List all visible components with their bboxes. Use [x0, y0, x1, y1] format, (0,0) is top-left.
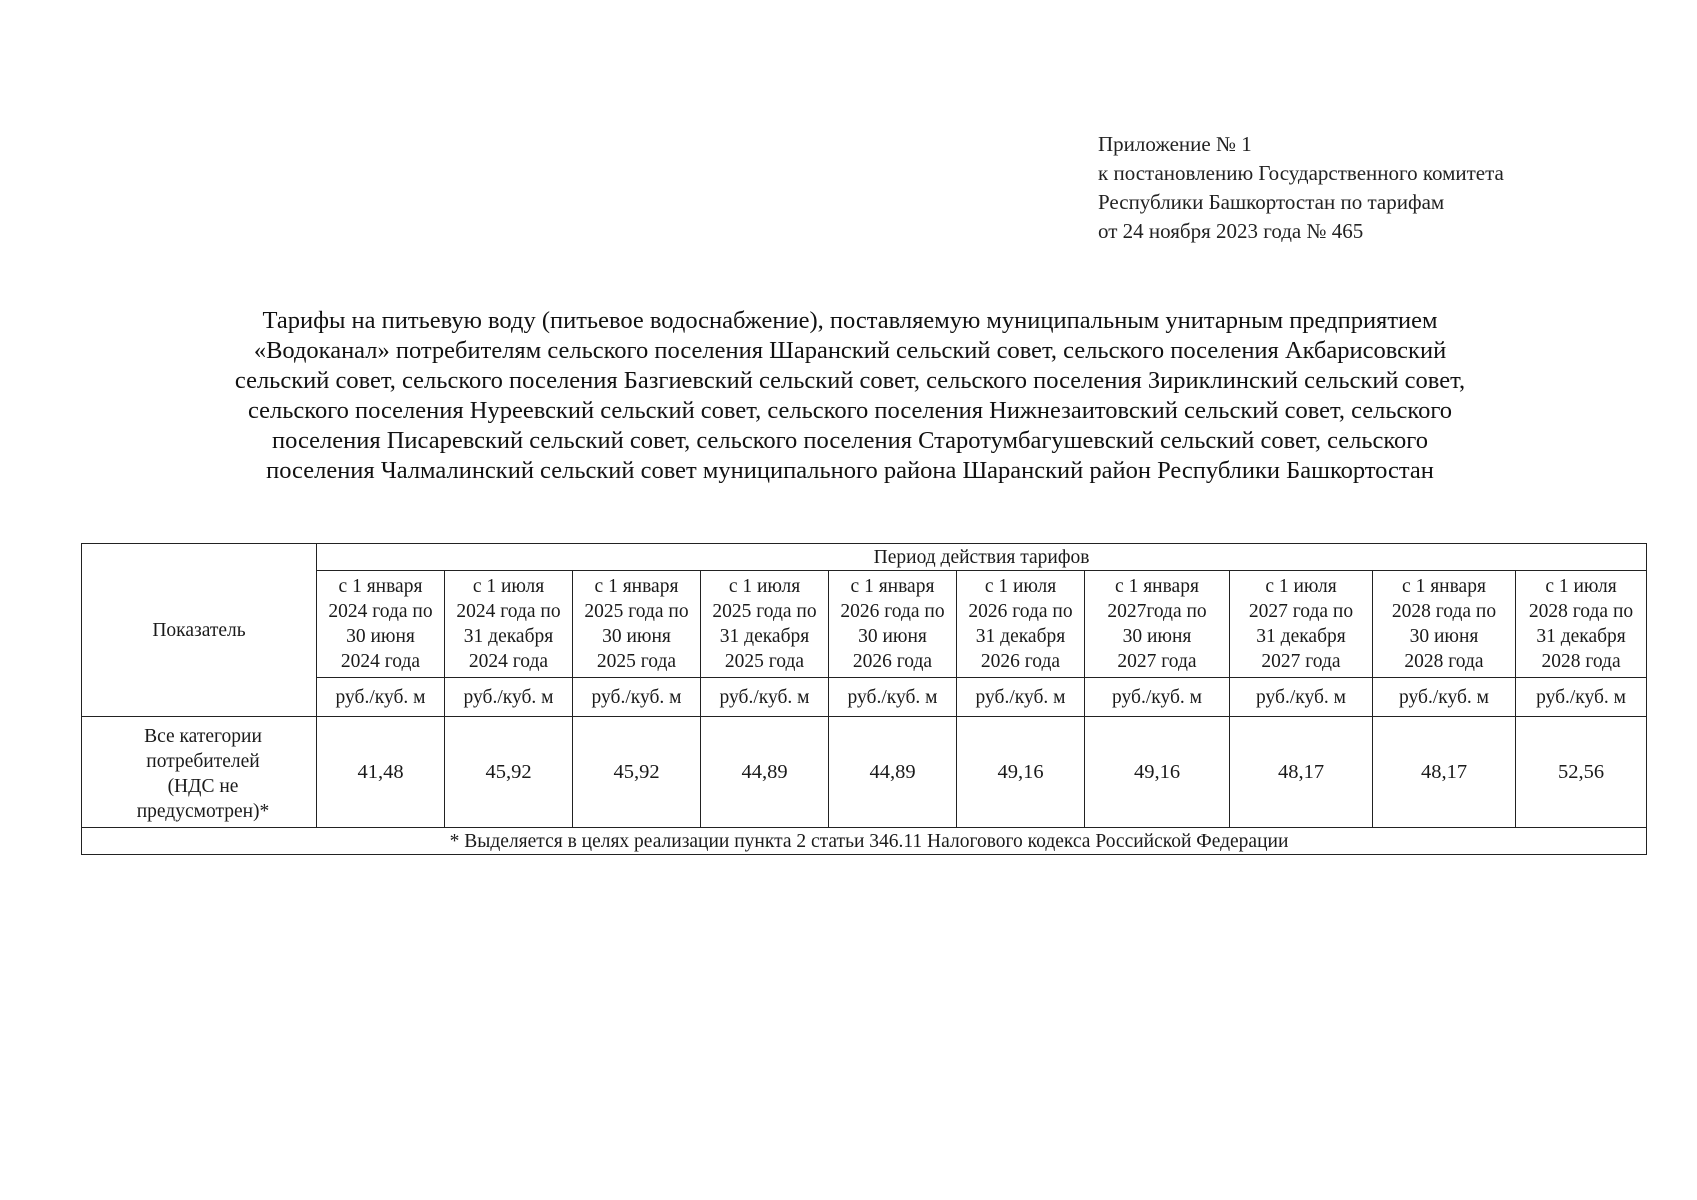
unit-cell: руб./куб. м [701, 678, 829, 717]
period-line: 30 июня [346, 626, 415, 647]
annex-line: к постановлению Государственного комитета [1098, 161, 1504, 185]
title-line: сельского поселения Нуреевский сельский совет, сельского поселения Нижнезаитовский сельский совет, сельского [247, 397, 1453, 424]
title-line: «Водоканал» потребителям сельского поселения Шаранский сельский совет, сельского поселения Акбарисовский [253, 337, 1447, 364]
annex-line: Приложение № 1 [1098, 132, 1252, 156]
period-line: с 1 июля [984, 576, 1057, 597]
periods-row [82, 571, 1647, 678]
period-cell [1516, 571, 1647, 678]
period-line: с 1 января [850, 576, 935, 597]
period-line: 2024 года [340, 651, 421, 672]
title-line: Тарифы на питьевую воду (питьевое водоснабжение), поставляемую муниципальным унитарным предприятием [262, 307, 1438, 334]
period-line: 2028 года по [1528, 601, 1634, 622]
row-label-line: (НДС не [167, 776, 239, 797]
unit-cell: руб./куб. м [445, 678, 573, 717]
period-line: 2027года по [1107, 601, 1207, 622]
period-cell [445, 571, 573, 678]
tariff-value: 44,89 [829, 717, 957, 828]
tariff-value: 49,16 [1085, 717, 1230, 828]
row-label-line: потребителей [146, 751, 260, 772]
period-cell [1373, 571, 1516, 678]
period-line: 2026 года [980, 651, 1061, 672]
unit-cell: руб./куб. м [829, 678, 957, 717]
period-line: с 1 января [338, 576, 423, 597]
unit-cell: руб./куб. м [573, 678, 701, 717]
period-line: 2024 года по [456, 601, 561, 622]
data-row [82, 717, 1647, 828]
period-cell [317, 571, 445, 678]
period-line: 31 декабря [463, 626, 554, 647]
period-line: 31 декабря [1536, 626, 1626, 647]
tariff-value: 52,56 [1516, 717, 1647, 828]
period-line: с 1 января [1402, 576, 1486, 597]
unit-cell: руб./куб. м [317, 678, 445, 717]
period-line: 2028 года по [1391, 601, 1497, 622]
title-line: поселения Чалмалинский сельский совет муниципального района Шаранский район Республики Башкортостан [266, 457, 1434, 484]
indicator-header: Показатель [82, 544, 317, 717]
row-label [82, 717, 317, 828]
period-line: 2025 года по [584, 601, 689, 622]
title-line: поселения Писаревский сельский совет, сельского поселения Старотумбагушевский сельский совет, сельского [272, 427, 1428, 454]
period-line: 2026 года [852, 651, 933, 672]
tariff-value: 41,48 [317, 717, 445, 828]
period-line: с 1 июля [728, 576, 801, 597]
period-cell [701, 571, 829, 678]
tariff-table [81, 543, 1647, 855]
tariff-value: 45,92 [573, 717, 701, 828]
row-label-line: Все категории [144, 726, 262, 747]
period-line: 2025 года [596, 651, 677, 672]
period-line: с 1 июля [1545, 576, 1617, 597]
tariff-value: 48,17 [1230, 717, 1373, 828]
period-line: 2026 года по [968, 601, 1073, 622]
period-line: 30 июня [1409, 626, 1479, 647]
row-label-line: предусмотрен)* [136, 801, 270, 822]
tariff-value: 45,92 [445, 717, 573, 828]
period-line: 2025 года по [712, 601, 817, 622]
unit-cell: руб./куб. м [1230, 678, 1373, 717]
period-line: с 1 января [594, 576, 679, 597]
annex-line: от 24 ноября 2023 года № 465 [1098, 219, 1364, 243]
annex-line: Республики Башкортостан по тарифам [1098, 190, 1445, 214]
period-line: 2026 года по [840, 601, 945, 622]
period-line: 2027 года по [1248, 601, 1354, 622]
unit-cell: руб./куб. м [1516, 678, 1647, 717]
period-line: 30 июня [602, 626, 671, 647]
title-line: сельский совет, сельского поселения Базгиевский сельский совет, сельского поселения Зириклинский сельский совет, [234, 367, 1466, 394]
period-line: 2027 года [1117, 651, 1197, 672]
period-line: с 1 июля [472, 576, 545, 597]
unit-cell: руб./куб. м [957, 678, 1085, 717]
document-title [120, 306, 1580, 486]
units-row [82, 678, 1647, 717]
unit-cell: руб./куб. м [1373, 678, 1516, 717]
period-cell [957, 571, 1085, 678]
period-line: 31 декабря [975, 626, 1066, 647]
tariff-value: 49,16 [957, 717, 1085, 828]
tariff-value: 44,89 [701, 717, 829, 828]
unit-cell: руб./куб. м [1085, 678, 1230, 717]
period-line: 31 декабря [1256, 626, 1346, 647]
period-cell [829, 571, 957, 678]
period-line: 2027 года [1261, 651, 1341, 672]
period-line: с 1 июля [1265, 576, 1337, 597]
period-header: Период действия тарифов [317, 544, 1647, 571]
period-line: 2024 года по [328, 601, 433, 622]
annex-block [1098, 130, 1504, 246]
period-cell [1230, 571, 1373, 678]
period-line: с 1 января [1115, 576, 1199, 597]
period-line: 2028 года [1404, 651, 1484, 672]
tariff-value: 48,17 [1373, 717, 1516, 828]
footnote: * Выделяется в целях реализации пункта 2 статьи 346.11 Налогового кодекса Российской Федерации [82, 828, 1647, 855]
period-line: 30 июня [858, 626, 927, 647]
period-line: 2028 года [1541, 651, 1621, 672]
period-cell [573, 571, 701, 678]
period-line: 2024 года [468, 651, 549, 672]
period-line: 2025 года [724, 651, 805, 672]
period-line: 31 декабря [719, 626, 810, 647]
period-cell [1085, 571, 1230, 678]
period-line: 30 июня [1122, 626, 1192, 647]
